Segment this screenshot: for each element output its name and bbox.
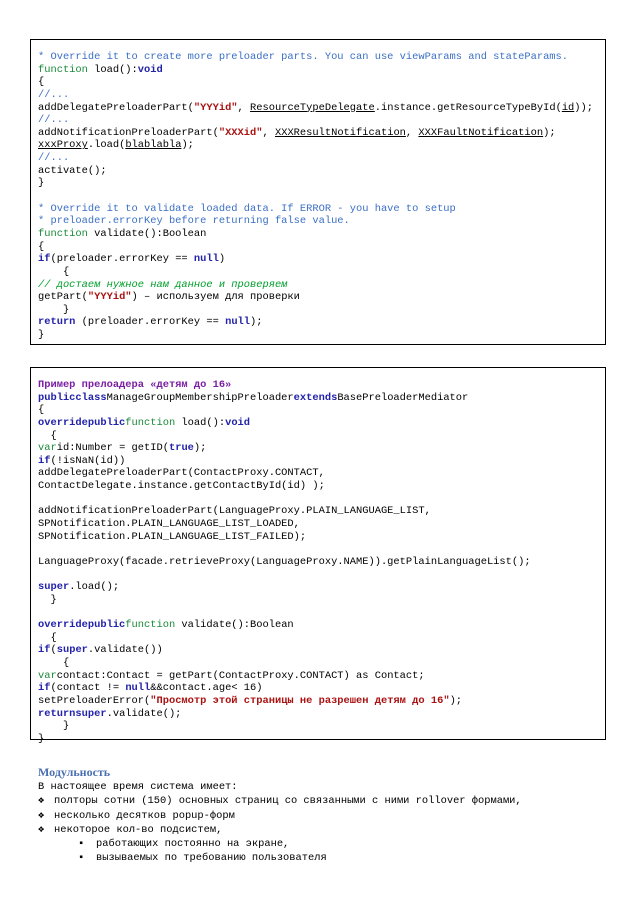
- code-line: [38, 430, 605, 443]
- code-line: [38, 392, 605, 405]
- code-token: if: [38, 253, 51, 266]
- list-item-text: вызываемых по требованию пользователя: [96, 852, 327, 865]
- code-token: overridepublic: [38, 416, 126, 429]
- code-line: [38, 190, 605, 203]
- code-line: [38, 644, 605, 657]
- code-line: [38, 505, 605, 518]
- code-line: [38, 543, 605, 556]
- code-block-preloader-example: [30, 367, 606, 745]
- code-block-preloader-base: [30, 39, 606, 345]
- code-line: [38, 708, 605, 721]
- code-line: [38, 203, 605, 216]
- code-token: returnsuper: [38, 707, 107, 720]
- code-token: blablabla: [125, 139, 182, 152]
- code-line: [38, 304, 605, 317]
- code-token: "YYYid": [87, 291, 132, 304]
- code-token: if: [38, 644, 51, 657]
- code-token: ContactDelegate.instance.getContactById(id) );: [38, 480, 325, 493]
- code-token: {: [38, 657, 70, 670]
- code-token: void: [137, 63, 163, 76]
- code-token: validate():Boolean: [175, 619, 294, 632]
- code-line: [38, 291, 605, 304]
- code-token: if: [38, 454, 51, 467]
- code-line: [38, 682, 605, 695]
- list-item-text: работающих постоянно на экране,: [96, 838, 290, 851]
- code-line: [38, 607, 605, 620]
- code-token: addDelegatePreloaderPart(ContactProxy.CONTACT,: [38, 467, 325, 480]
- code-line: [38, 89, 605, 102]
- diamond-bullet-icon: ❖: [38, 823, 45, 836]
- code-token: {: [38, 631, 57, 644]
- code-line: [38, 594, 605, 607]
- code-token: .validate()): [87, 644, 163, 657]
- square-bullet-icon: ▪: [78, 838, 85, 851]
- code-line: [38, 619, 605, 632]
- code-line: [38, 417, 605, 430]
- code-line: [38, 695, 605, 708]
- code-token: xxxProxy: [38, 139, 88, 152]
- code-token: setPreloaderError(: [38, 695, 151, 708]
- list-item: [38, 823, 608, 837]
- code-token: addNotificationPreloaderPart(LanguageProxy.PLAIN_LANGUAGE_LIST,: [38, 505, 431, 518]
- code-token: ): [218, 253, 226, 266]
- code-line: [38, 733, 605, 746]
- code-token: LanguageProxy(facade.retrieveProxy(LanguageProxy.NAME)).getPlainLanguageList();: [38, 555, 531, 568]
- code-token: // достаем нужное нам данное и проверяем: [38, 278, 288, 291]
- code-token: }: [38, 593, 57, 606]
- code-line: [38, 114, 605, 127]
- code-line: [38, 51, 605, 64]
- code-token: validate():Boolean: [87, 227, 207, 240]
- code-line: [38, 720, 605, 733]
- code-token: );: [250, 316, 263, 329]
- code-token: (preloader.errorKey ==: [75, 316, 226, 329]
- code-token: true: [168, 442, 194, 455]
- code-lines: [38, 51, 605, 342]
- code-token: null: [125, 682, 151, 695]
- code-line: [38, 177, 605, 190]
- list-item: [38, 794, 608, 808]
- code-token: publicclass: [38, 391, 107, 404]
- code-token: ,: [262, 126, 275, 139]
- code-line: [38, 455, 605, 468]
- code-token: //...: [38, 152, 70, 165]
- code-line: [38, 632, 605, 645]
- code-line: [38, 316, 605, 329]
- list-item: [38, 851, 608, 865]
- code-token: return: [38, 316, 76, 329]
- code-line: [38, 379, 605, 392]
- code-token: if: [38, 682, 51, 695]
- code-line: [38, 266, 605, 279]
- code-token: .load(: [87, 139, 126, 152]
- code-token: null: [225, 316, 251, 329]
- code-line: [38, 64, 605, 77]
- code-token: null: [193, 253, 219, 266]
- code-token: (contact !=: [50, 682, 126, 695]
- code-token: {: [38, 429, 57, 442]
- code-line: [38, 569, 605, 582]
- code-line: [38, 493, 605, 506]
- code-token: addNotificationPreloaderPart(: [38, 126, 219, 139]
- code-token: var: [38, 669, 57, 682]
- code-token: var: [38, 442, 57, 455]
- code-token: * Override it to create more preloader parts. You can use viewParams and stateParams.: [38, 51, 569, 63]
- code-token: }: [38, 720, 70, 733]
- code-token: SPNotification.PLAIN_LANGUAGE_LIST_LOADED,: [38, 518, 300, 531]
- code-token: (!isNaN(id)): [50, 454, 126, 467]
- code-token: function: [38, 63, 88, 76]
- section-heading: Модульность: [38, 765, 111, 779]
- code-line: [38, 556, 605, 569]
- code-line: [38, 215, 605, 228]
- list-item-text: полторы сотни (150) основных страниц со связанными с ними rollover формами,: [54, 795, 522, 808]
- code-token: getPart(: [38, 291, 88, 304]
- code-line: [38, 152, 605, 165]
- code-token: extends: [293, 391, 338, 404]
- code-token: * preloader.errorKey before returning false value.: [38, 215, 350, 228]
- code-line: [38, 657, 605, 670]
- code-token: (preloader.errorKey ==: [50, 253, 194, 266]
- code-token: );: [449, 695, 463, 708]
- code-token: load():: [175, 416, 226, 429]
- code-token: ,: [237, 101, 251, 114]
- code-lines: [38, 379, 605, 746]
- code-token: void: [225, 416, 251, 429]
- code-line: [38, 467, 605, 480]
- code-token: * Override it to validate loaded data. If ERROR - you have to setup: [38, 202, 456, 215]
- code-token: function: [125, 619, 176, 632]
- code-line: [38, 329, 605, 342]
- list-item-text: несколько десятков popup-форм: [54, 809, 235, 822]
- code-token: "YYYid": [193, 101, 238, 114]
- code-line: [38, 480, 605, 493]
- code-line: [38, 581, 605, 594]
- code-line: [38, 76, 605, 89]
- code-token: super: [38, 581, 70, 594]
- code-token: .load();: [69, 581, 120, 594]
- code-line: [38, 670, 605, 683]
- code-token: );: [543, 126, 556, 139]
- code-token: );: [193, 442, 207, 455]
- code-token: //...: [38, 114, 70, 127]
- code-token: BasePreloaderMediator: [337, 391, 469, 404]
- code-token: id: [561, 101, 575, 114]
- code-token: ));: [574, 101, 594, 114]
- code-token: "XXXid": [218, 126, 263, 139]
- code-token: activate();: [38, 164, 107, 177]
- code-line: [38, 253, 605, 266]
- square-bullet-icon: ▪: [78, 852, 85, 865]
- code-token: XXXResultNotification: [274, 126, 406, 139]
- code-line: [38, 531, 605, 544]
- section-intro: В настоящее время система имеет:: [38, 781, 238, 793]
- code-token: overridepublic: [38, 619, 126, 632]
- modularity-section: [38, 765, 608, 866]
- code-line: [38, 139, 605, 152]
- code-token: function: [38, 227, 88, 240]
- code-token: XXXFaultNotification: [418, 126, 544, 139]
- code-token: {: [38, 240, 45, 253]
- code-token: {: [38, 404, 45, 417]
- code-token: }: [38, 732, 45, 745]
- code-line: [38, 279, 605, 292]
- code-token: }: [38, 329, 45, 342]
- code-line: [38, 241, 605, 254]
- code-line: [38, 228, 605, 241]
- code-line: [38, 127, 605, 140]
- code-token: SPNotification.PLAIN_LANGUAGE_LIST_FAILED);: [38, 530, 307, 543]
- code-token: //...: [38, 88, 70, 101]
- code-token: (: [50, 644, 57, 657]
- list-item: [38, 809, 608, 823]
- list-item-text: некоторое кол-во подсистем,: [54, 823, 223, 836]
- diamond-bullet-icon: ❖: [38, 795, 45, 808]
- code-token: super: [56, 644, 88, 657]
- code-token: Пример прелоадера «детям до 16»: [38, 379, 232, 391]
- code-line: [38, 165, 605, 178]
- code-line: [38, 404, 605, 417]
- code-token: ManageGroupMembershipPreloader: [106, 391, 294, 404]
- code-token: "Просмотр этой страницы не разрешен детям до 16": [150, 695, 450, 708]
- code-token: ,: [405, 126, 419, 139]
- code-token: );: [181, 139, 194, 152]
- code-token: {: [38, 265, 70, 278]
- code-token: ResourceTypeDelegate: [250, 101, 375, 114]
- code-token: .validate();: [106, 707, 182, 720]
- code-line: [38, 442, 605, 455]
- code-token: load():: [87, 63, 138, 76]
- diamond-bullet-icon: ❖: [38, 809, 45, 822]
- code-token: addDelegatePreloaderPart(: [38, 101, 194, 114]
- code-token: ) – используем для проверки: [131, 291, 300, 304]
- list-item: [38, 837, 608, 851]
- code-token: .instance.getResourceTypeById(: [374, 101, 562, 114]
- code-token: function: [125, 416, 176, 429]
- code-line: [38, 102, 605, 115]
- code-token: contact:Contact = getPart(ContactProxy.CONTACT) as Contact;: [56, 669, 425, 682]
- code-token: }: [38, 177, 45, 190]
- code-token: id:Number = getID(: [56, 442, 169, 455]
- bullet-list: [38, 794, 608, 865]
- code-token: }: [38, 303, 70, 316]
- code-token: &&contact.age< 16): [150, 682, 263, 695]
- code-line: [38, 518, 605, 531]
- code-token: {: [38, 76, 45, 89]
